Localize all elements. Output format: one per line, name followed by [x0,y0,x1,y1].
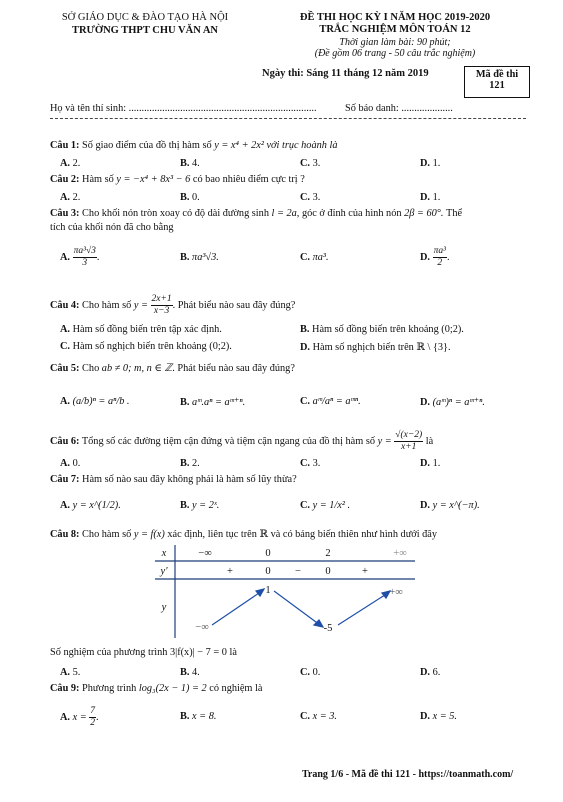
arrow-up-2 [338,593,388,625]
q5-option-b: B. aᵐ.aⁿ = aᵐ⁺ⁿ. [180,397,246,408]
question-3: Câu 3: Cho khối nón tròn xoay có độ dài đường sinh l = 2a, góc ở đỉnh của hình nón 2β = 60°. Thể [50,208,463,219]
q3-option-b: B. πa³√3. [180,252,219,263]
y-label: y [161,602,167,613]
q4-option-d: D. Hàm số nghịch biến trên ℝ \ {3}. [300,342,451,353]
sign-4: 0 [325,566,331,577]
q1-option-c: C. 3. [300,158,321,169]
y-val-2: 1 [265,585,271,596]
q4-option-b: B. Hàm số đồng biến trên khoảng (0;2). [300,324,464,335]
q5-option-d: D. (aᵐ)ⁿ = aᵐ⁺ⁿ. [420,397,485,408]
exam-code-box [464,66,530,98]
x-label: x [161,548,167,559]
q6-option-a: A. 0. [60,458,81,469]
arrow-down [274,591,320,625]
exam-subject: TRẮC NGHIỆM MÔN TOÁN 12 [319,24,471,35]
exam-date: Ngày thi: Sáng 11 tháng 12 năm 2019 [262,68,429,79]
q4-option-a: A. Hàm số đồng biến trên tập xác định. [60,324,222,335]
question-6: Câu 6: Tổng số các đường tiệm cận đứng và tiệm cận ngang của đồ thị hàm số y = $\frac{√(x-2)}{x+1}$ là [50,430,434,452]
x-val-1: −∞ [198,548,212,559]
y-val-4: +∞ [389,587,403,598]
q2-option-a: A. 2. [60,192,81,203]
student-name-field: Họ và tên thí sinh: ......................................................................... [50,103,317,114]
student-id-field: Số báo danh: .................... [345,103,453,114]
q2-option-b: B. 0. [180,192,200,203]
q2-option-d: D. 1. [420,192,441,203]
question-4: Câu 4: Cho hàm số y = $\frac{2x+1}{x-3}$ . Phát biểu nào sau đây đúng? [50,294,296,316]
q7-option-b: B. y = 2ˣ. [180,500,220,511]
exam-time: Thời gian làm bài: 90 phút; [339,37,451,48]
q3-option-a: A. $\frac{\text{πa³√3}}{3}$ . [60,246,100,268]
q3-option-d: D. $\frac{\text{πa³}}{2}$ . [420,246,450,268]
q5-option-a: A. (a/b)ⁿ = aⁿ/b . [60,396,130,407]
exam-code-label: Mã đề thi [475,69,519,80]
sign-5: + [362,566,368,577]
question-7: Câu 7: Hàm số nào sau đây không phải là hàm số lũy thừa? [50,474,297,485]
page-footer: Trang 1/6 - Mã đề thi 121 - https://toanmath.com/ [302,769,514,780]
q7-option-a: A. y = x^(1/2). [60,500,121,511]
question-3-line2: tích của khối nón đã cho bằng [50,222,174,233]
divider [50,118,526,119]
question-2: Câu 2: Hàm số y = −x⁴ + 8x³ − 6 có bao nhiêu điểm cực trị ? [50,174,305,185]
x-val-3: 2 [325,548,331,559]
q1-option-d: D. 1. [420,158,441,169]
q1-option-b: B. 4. [180,158,200,169]
q8-option-a: A. 5. [60,667,81,678]
exam-title: ĐỀ THI HỌC KỲ I NĂM HỌC 2019-2020 [299,12,491,23]
question-8: Câu 8: Cho hàm số y = f(x) xác định, liên tục trên ℝ và có bảng biến thiên như hình dưới đây [50,529,438,540]
q7-option-d: D. y = x^(−π). [420,500,480,511]
department-name: SỞ GIÁO DỤC & ĐÀO TẠO HÀ NỘI [61,12,229,23]
y-val-3: -5 [323,623,333,634]
q9-option-d: D. x = 5. [420,711,457,722]
x-val-2: 0 [265,548,271,559]
question-5: Câu 5: Cho ab ≠ 0; m, n ∈ ℤ. Phát biểu nào sau đây đúng? [50,363,295,374]
x-val-4: +∞ [393,548,407,559]
q2-option-c: C. 3. [300,192,321,203]
arrow-up-1 [212,591,262,625]
q6-option-b: B. 2. [180,458,200,469]
q8-option-d: D. 6. [420,667,441,678]
q8-option-b: B. 4. [180,667,200,678]
question-9: Câu 9: Phương trình log₃(2x − 1) = 2 có nghiệm là [50,683,263,694]
sign-3: − [295,566,301,577]
variation-table [150,543,420,643]
q7-option-c: C. y = 1/x² . [300,500,351,511]
q9-option-c: C. x = 3. [300,711,337,722]
q8-option-c: C. 0. [300,667,321,678]
q6-option-c: C. 3. [300,458,321,469]
q4-option-c: C. Hàm số nghịch biến trên khoảng (0;2). [60,341,232,352]
question-8-line2: Số nghiệm của phương trình 3|f(x)| − 7 = 0 là [50,647,237,658]
q9-option-b: B. x = 8. [180,711,217,722]
exam-code: 121 [489,80,505,91]
q5-option-c: C. aᵐ/aⁿ = aᵐⁿ. [300,396,361,407]
sign-2: 0 [265,566,271,577]
exam-pages: (Đề gồm 06 trang - 50 câu trắc nghiệm) [314,48,476,59]
school-name: TRƯỜNG THPT CHU VĂN AN [71,25,219,36]
y-prime-label: y' [160,566,168,577]
q9-option-a: A. x = $\frac{7}{2}$ . [60,706,99,728]
q6-option-d: D. 1. [420,458,441,469]
q1-option-a: A. 2. [60,158,81,169]
y-val-1: −∞ [195,622,209,633]
question-1: Câu 1: Số giao điểm của đồ thị hàm số y = x⁴ + 2x² với trục hoành là [50,140,338,151]
q3-option-c: C. πa³. [300,252,329,263]
sign-1: + [227,566,233,577]
